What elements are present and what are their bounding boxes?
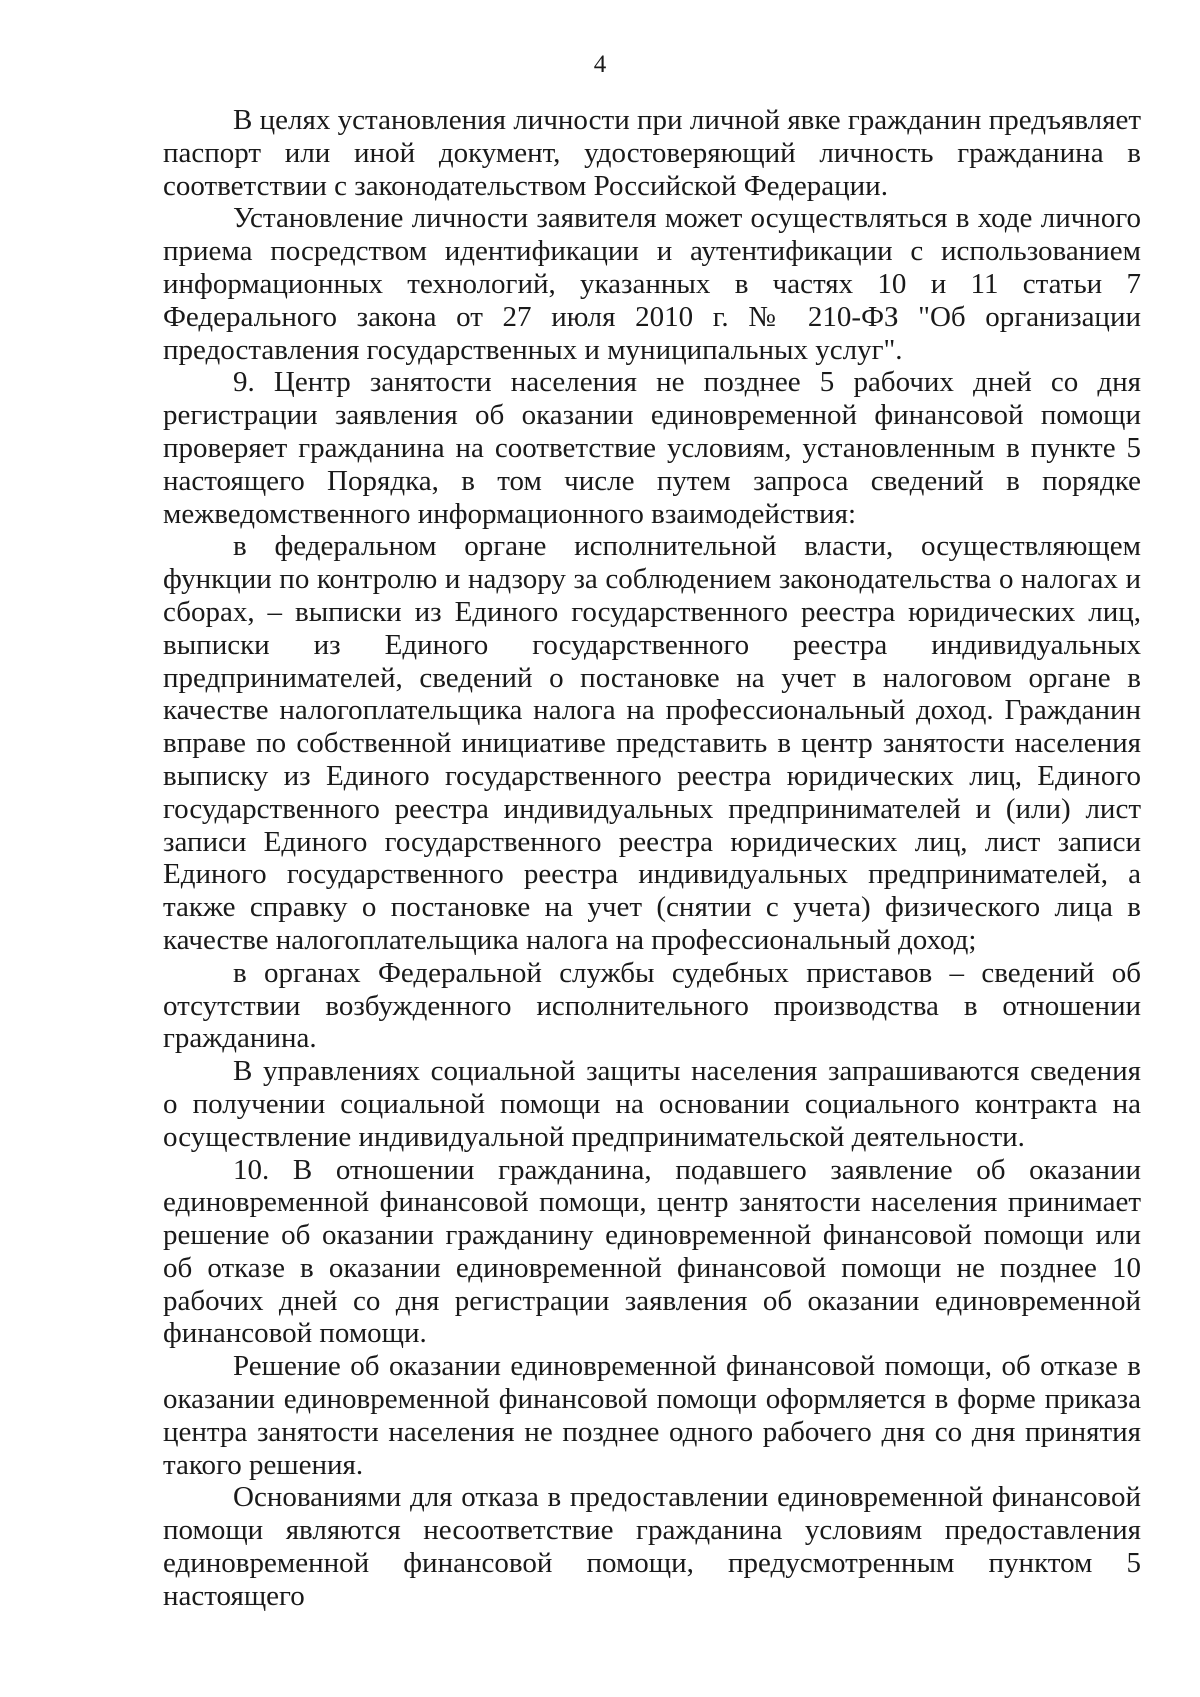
paragraph-item-9: 9. Центр занятости населения не позднее 5 рабочих дней со дня регистрации заявления об оказании единовременной финансовой помощи проверяет гражданина на соответствие условиям, установленным в пункте 5 настоящего Порядка, в том числе путем запроса сведений в порядке межведомственного информационного взаимодействия:: [163, 366, 1141, 530]
paragraph-item-10: 10. В отношении гражданина, подавшего заявление об оказании единовременной финансовой помощи, центр занятости населения принимает решение об оказании гражданину единовременной финансовой помощи или об отказе в оказании единовременной финансовой помощи не позднее 10 рабочих дней со дня регистрации заявления об оказании единовременной финансовой помощи.: [163, 1153, 1141, 1350]
paragraph-identity-authentication: Установление личности заявителя может осуществляться в ходе личного приема посредством идентификации и аутентификации с использованием информационных технологий, указанных в частях 10 и 11 статьи 7 Федерального закона от 27 июля 2010 г. № 210-ФЗ "Об организации предоставления государственных и муниципальных услуг".: [163, 202, 1141, 366]
page-number: 4: [593, 51, 607, 78]
paragraph-social-protection: В управлениях социальной защиты населения запрашиваются сведения о получении социальной помощи на основании социального контракта на осуществление индивидуальной предпринимательской деятельности.: [163, 1055, 1141, 1153]
paragraph-tax-authority: в федеральном органе исполнительной власти, осуществляющем функции по контролю и надзору за соблюдением законодательства о налогах и сборах, – выписки из Единого государственного реестра юридических лиц, выписки из Единого государственного реестра индивидуальных предпринимателей, сведений о постановке на учет в налоговом органе в качестве налогоплательщика налога на профессиональный доход. Гражданин вправе по собственной инициативе представить в центр занятости населения выписку из Единого государственного реестра юридических лиц, Единого государственного реестра индивидуальных предпринимателей и (или) лист записи Единого государственного реестра юридических лиц, лист записи Единого государственного реестра индивидуальных предпринимателей, а также справку о постановке на учет (снятии с учета) физического лица в качестве налогоплательщика налога на профессиональный доход;: [163, 530, 1141, 956]
paragraph-refusal-grounds: Основаниями для отказа в предоставлении единовременной финансовой помощи являются несоответствие гражданина условиям предоставления единовременной финансовой помощи, предусмотренным пунктом 5 настоящего: [163, 1481, 1141, 1612]
document-body: [163, 104, 1141, 1613]
paragraph-identity-verification: В целях установления личности при личной явке гражданин предъявляет паспорт или иной документ, удостоверяющий личность гражданина в соответствии с законодательством Российской Федерации.: [163, 104, 1141, 202]
paragraph-decision-order: Решение об оказании единовременной финансовой помощи, об отказе в оказании единовременной финансовой помощи оформляется в форме приказа центра занятости населения не позднее одного рабочего дня со дня принятия такого решения.: [163, 1350, 1141, 1481]
paragraph-bailiff-service: в органах Федеральной службы судебных приставов – сведений об отсутствии возбужденного исполнительного производства в отношении гражданина.: [163, 956, 1141, 1055]
